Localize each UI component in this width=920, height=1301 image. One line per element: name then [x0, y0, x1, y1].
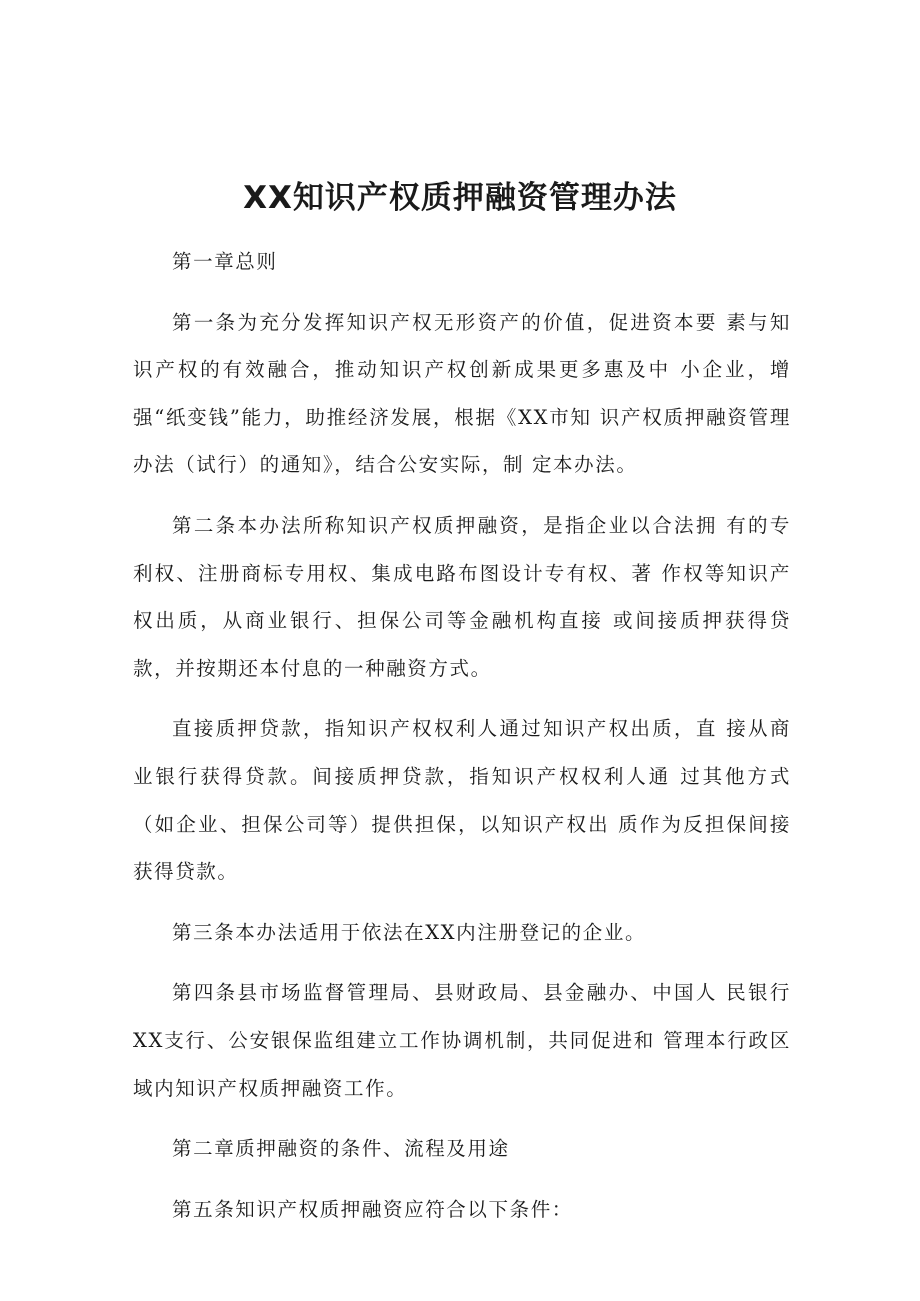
article-paragraph: 第四条县市场监督管理局、县财政局、县金融办、中国人 民银行XX支行、公安银保监组建立工作协调机制，共同促进和 管理本行政区域内知识产权质押融资工作。 [133, 981, 791, 1100]
article-paragraph: 直接质押贷款，指知识产权权利人通过知识产权出质，直 接从商业银行获得贷款。间接质押贷款，指知识产权权利人通 过其他方式（如企业、担保公司等）提供担保，以知识产权出 质作为反担保间接获得贷款。 [133, 717, 791, 884]
article-paragraph: 第一条为充分发挥知识产权无形资产的价值，促进资本要 素与知识产权的有效融合，推动知识产权创新成果更多惠及中 小企业，增强“纸变钱”能力，助推经济发展，根据《XX市知 识产权质押融资管理办法（试行）的通知》，结合公安实际，制 定本办法。 [133, 310, 791, 477]
chapter-heading: 第一章总则 [172, 250, 278, 273]
article-paragraph: 第三条本办法适用于依法在XX内注册登记的企业。 [172, 920, 647, 944]
document-title: XX知识产权质押融资管理办法 [243, 180, 677, 216]
chapter-heading: 第二章质押融资的条件、流程及用途 [172, 1137, 510, 1161]
article-paragraph: 第五条知识产权质押融资应符合以下条件： [172, 1197, 573, 1221]
article-paragraph: 第二条本办法所称知识产权质押融资，是指企业以合法拥 有的专利权、注册商标专用权、集成电路布图设计专有权、著 作权等知识产权出质，从商业银行、担保公司等金融机构直接 或间接质押获得贷款，并按期还本付息的一种融资方式。 [133, 513, 791, 680]
document-body [133, 238, 791, 1246]
